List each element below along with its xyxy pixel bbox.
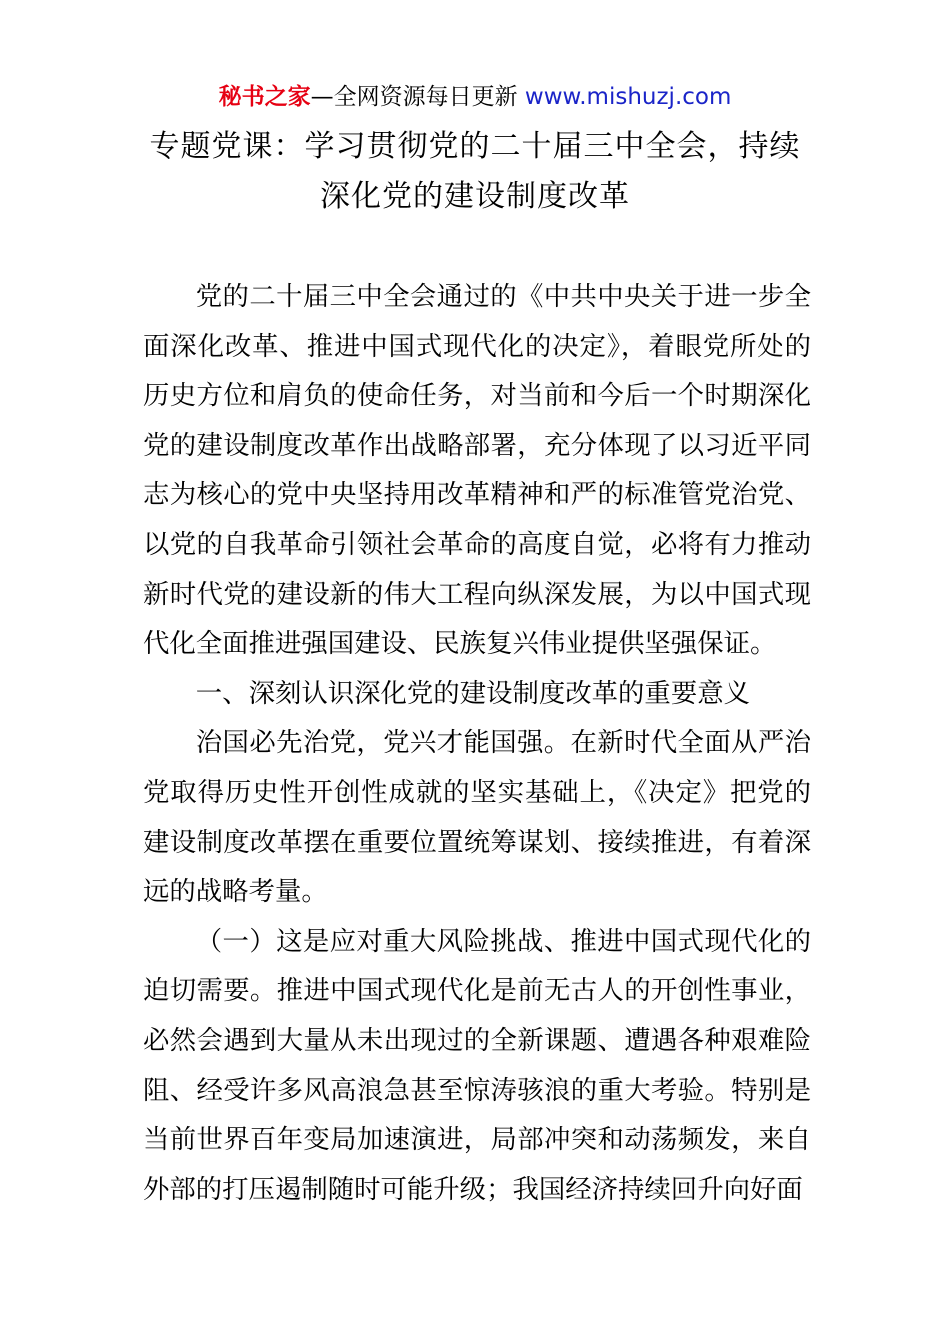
section-heading: 一、深刻认识深化党的建设制度改革的重要意义: [195, 677, 750, 709]
site-tagline: —全网资源每日更新: [310, 84, 518, 110]
paragraph-point-one: （一）这是应对重大风险挑战、推进中国式现代化的迫切需要。推进中国式现代化是前无古人的开创性事业，必然会遇到大量从未出现过的全新课题、遭遇各种艰难险阻、经受许多风高浪急甚至惊涛骇浪的重大考验。特别是当前世界百年变局加速演进，局部冲突和动荡频发，来自外部的打压遏制随时可能升级；我国经济持续回升向好面: [143, 925, 811, 1205]
site-brand: 秘书之家: [218, 84, 311, 110]
document-body: [143, 272, 811, 1214]
site-url-link[interactable]: www.mishuzj.com: [524, 84, 732, 110]
paragraph-intro: 党的二十届三中全会通过的《中共中央关于进一步全面深化改革、推进中国式现代化的决定》，着眼党所处的历史方位和肩负的使命任务，对当前和今后一个时期深化党的建设制度改革作出战略部署，充分体现了以习近平同志为核心的党中央坚持用改革精神和严的标准管党治党、以党的自我革命引领社会革命的高度自觉，必将有力推动新时代党的建设新的伟大工程向纵深发展，为以中国式现代化全面推进强国建设、民族复兴伟业提供坚强保证。: [143, 281, 811, 660]
paragraph-section-intro: 治国必先治党，党兴才能国强。在新时代全面从严治党取得历史性开创性成就的坚实基础上，《决定》把党的建设制度改革摆在重要位置统筹谋划、接续推进，有着深远的战略考量。: [143, 727, 811, 908]
document-title: 专题党课：学习贯彻党的二十届三中全会，持续深化党的建设制度改革: [149, 129, 801, 214]
site-header: [0, 80, 950, 114]
